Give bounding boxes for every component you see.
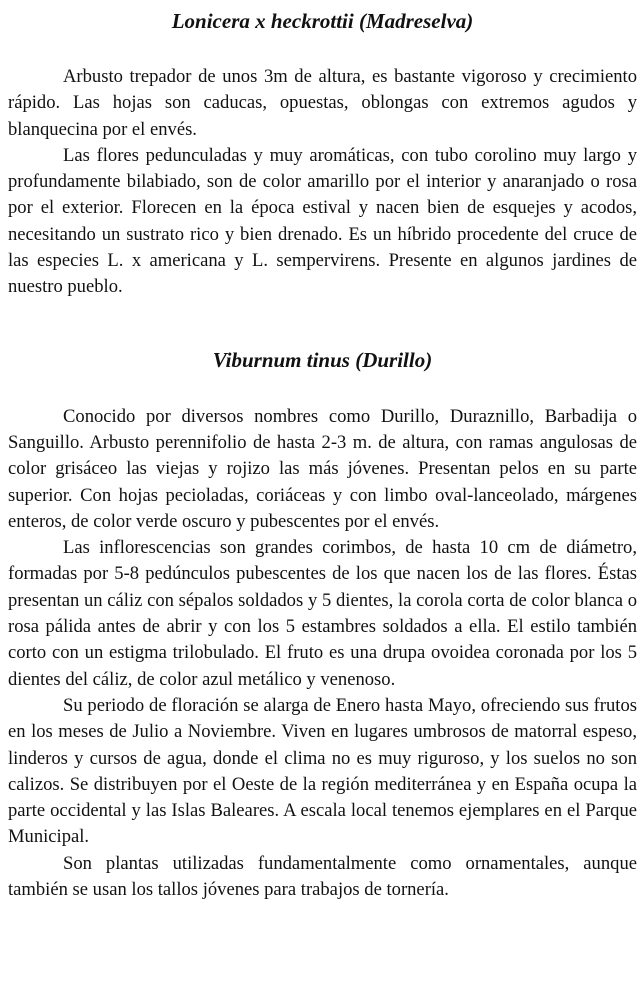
paragraph: Las inflorescencias son grandes corimbos, de hasta 10 cm de diámetro, formadas por 5-8 pedúnculos pubescentes de los que nacen los de las flores. Éstas presentan un cáliz con sépalos soldados y 5 dientes, la corola corta de color blanca o rosa pálida antes de abrir y con los 5 estambres soldados a ella. El estilo también corto con un estigma trilobulado. El fruto es una drupa ovoidea coronada por los 5 dientes del cáliz, de color azul metálico y venenoso.: [8, 537, 637, 690]
paragraph: Su periodo de floración se alarga de Enero hasta Mayo, ofreciendo sus frutos en los meses de Julio a Noviembre. Viven en lugares umbrosos de matorral espeso, linderos y cursos de agua, donde el clima no es muy riguroso, y los suelos no son calizos. Se distribuyen por el Oeste de la región mediterránea y en España ocupa la parte occidental y las Islas Baleares. A escala local tenemos ejemplares en el Parque Municipal.: [8, 694, 637, 848]
section-lonicera: [8, 8, 637, 301]
paragraph: Conocido por diversos nombres como Durillo, Duraznillo, Barbadija o Sanguillo. Arbusto perennifolio de hasta 2-3 m. de altura, con ramas angulosas de color grisáceo las viejas y rojizo las más jóvenes. Presentan pelos en su parte superior. Con hojas pecioladas, coriáceas y con limbo oval-lanceolado, márgenes enteros, de color verde oscuro y pubescentes por el envés.: [8, 405, 637, 532]
paragraph: Arbusto trepador de unos 3m de altura, es bastante vigoroso y crecimiento rápido. Las hojas son caducas, opuestas, oblongas con extremos agudos y blanquecina por el envés.: [8, 66, 637, 140]
paragraph: Son plantas utilizadas fundamentalmente como ornamentales, aunque también se usan los tallos jóvenes para trabajos de tornería.: [8, 852, 637, 901]
section-title: Lonicera x heckrottii (Madreselva): [171, 9, 474, 33]
section-title: Viburnum tinus (Durillo): [212, 347, 433, 372]
section-viburnum: [8, 347, 637, 904]
paragraph: Las flores pedunculadas y muy aromáticas, con tubo corolino muy largo y profundamente bilabiado, son de color amarillo por el interior y anaranjado o rosa por el exterior. Florecen en la época estival y nacen bien de esquejes y acodos, necesitando un sustrato rico y bien drenado. Es un híbrido procedente del cruce de las especies L. x americana y L. sempervirens. Presente en algunos jardines de nuestro pueblo.: [8, 144, 637, 298]
